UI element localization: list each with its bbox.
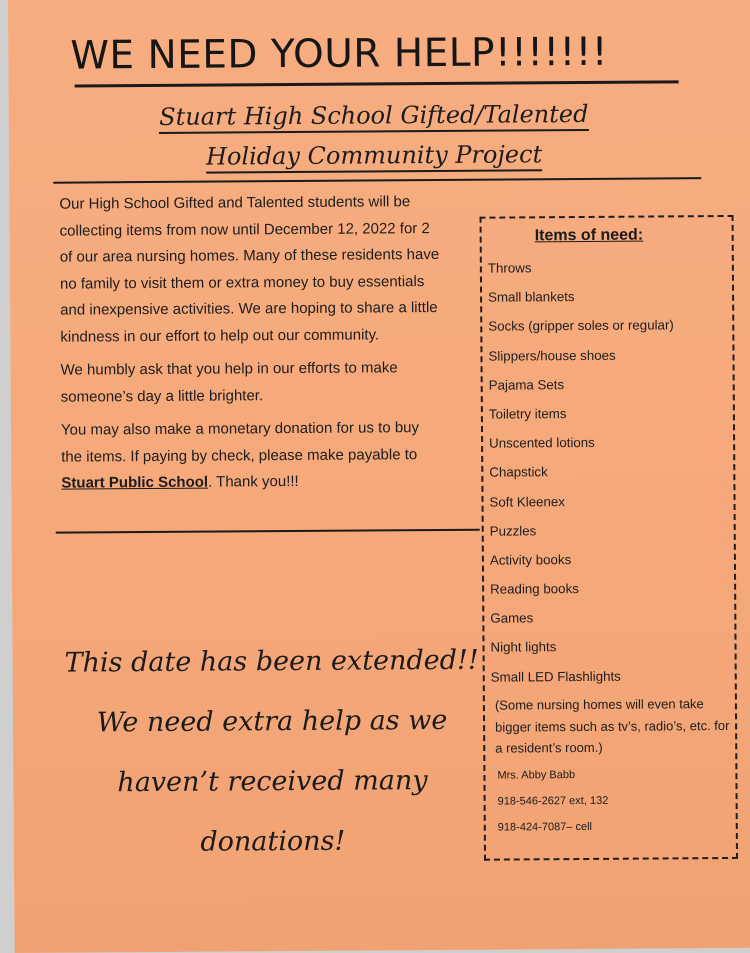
need-item: Pajama Sets [488, 376, 565, 393]
need-item: Socks (gripper soles or regular) [488, 317, 674, 335]
extension-line-1: This date has been extended!! [64, 644, 479, 679]
payee-name: Stuart Public School [61, 473, 209, 492]
items-of-need-list [488, 257, 735, 697]
flyer-paper [8, 0, 750, 953]
items-of-need-title: Items of need: [534, 226, 644, 245]
extension-line-3: haven’t received many [117, 765, 428, 799]
body-text [59, 189, 441, 504]
extension-notice [56, 631, 488, 874]
extension-line-2: We need extra help as we [96, 704, 448, 739]
need-item: Activity books [489, 551, 572, 568]
need-item: Chapstick [489, 464, 548, 480]
need-item: Small blankets [488, 289, 575, 305]
contact-phone-office: 918-546-2627 ext, 132 [497, 794, 609, 808]
project-title-line2-text: Holiday Community Project [206, 140, 542, 173]
body-paragraph-2: We humbly ask that you help in our efforts to make someone’s day a little brighter. [60, 359, 398, 406]
contact-phone-cell: 918-424-7087– cell [497, 820, 593, 834]
need-item: Toiletry items [488, 406, 567, 422]
section-divider [53, 177, 701, 184]
extension-line-4: donations! [200, 825, 346, 858]
body-paragraph-3 [61, 415, 442, 497]
body-paragraph-3-end: . Thank you!!! [207, 472, 299, 491]
contact-name: Mrs. Abby Babb [497, 769, 576, 782]
headline: WE NEED YOUR HELP!!!!!!! [70, 29, 609, 79]
need-item: Soft Kleenex [489, 493, 565, 510]
body-paragraph-3-start: You may also make a monetary donation for us to buy the items. If paying by check, please make payable to [60, 419, 420, 466]
need-item: Throws [487, 260, 532, 276]
need-item: Reading books [490, 581, 579, 597]
project-title-line1 [69, 99, 679, 131]
need-item: Unscented lotions [489, 435, 595, 451]
contact-info [497, 767, 728, 847]
body-paragraph-1: Our High School Gifted and Talented students will be collecting items from now until December 12, 2022 for 2 of our area nursing homes. Many of these residents have no family to visit them or extra money to buy essentials and inexpensive activities. We are hoping to share a little kindness in our effort to help out our community. [59, 193, 440, 346]
bigger-items-note: (Some nursing homes will even take bigger items such as tv’s, radio’s, etc. for a resident’s room.) [494, 696, 730, 756]
need-item: Puzzles [489, 523, 537, 539]
project-title-line1-text: Stuart High School Gifted/Talented [159, 100, 588, 134]
need-item: Small LED Flashlights [490, 668, 621, 685]
need-item: Slippers/house shoes [488, 347, 616, 364]
need-item: Night lights [490, 639, 557, 656]
headline-underline [75, 80, 679, 87]
need-item: Games [490, 610, 534, 626]
project-title-line2 [69, 139, 679, 171]
body-divider [56, 529, 480, 534]
